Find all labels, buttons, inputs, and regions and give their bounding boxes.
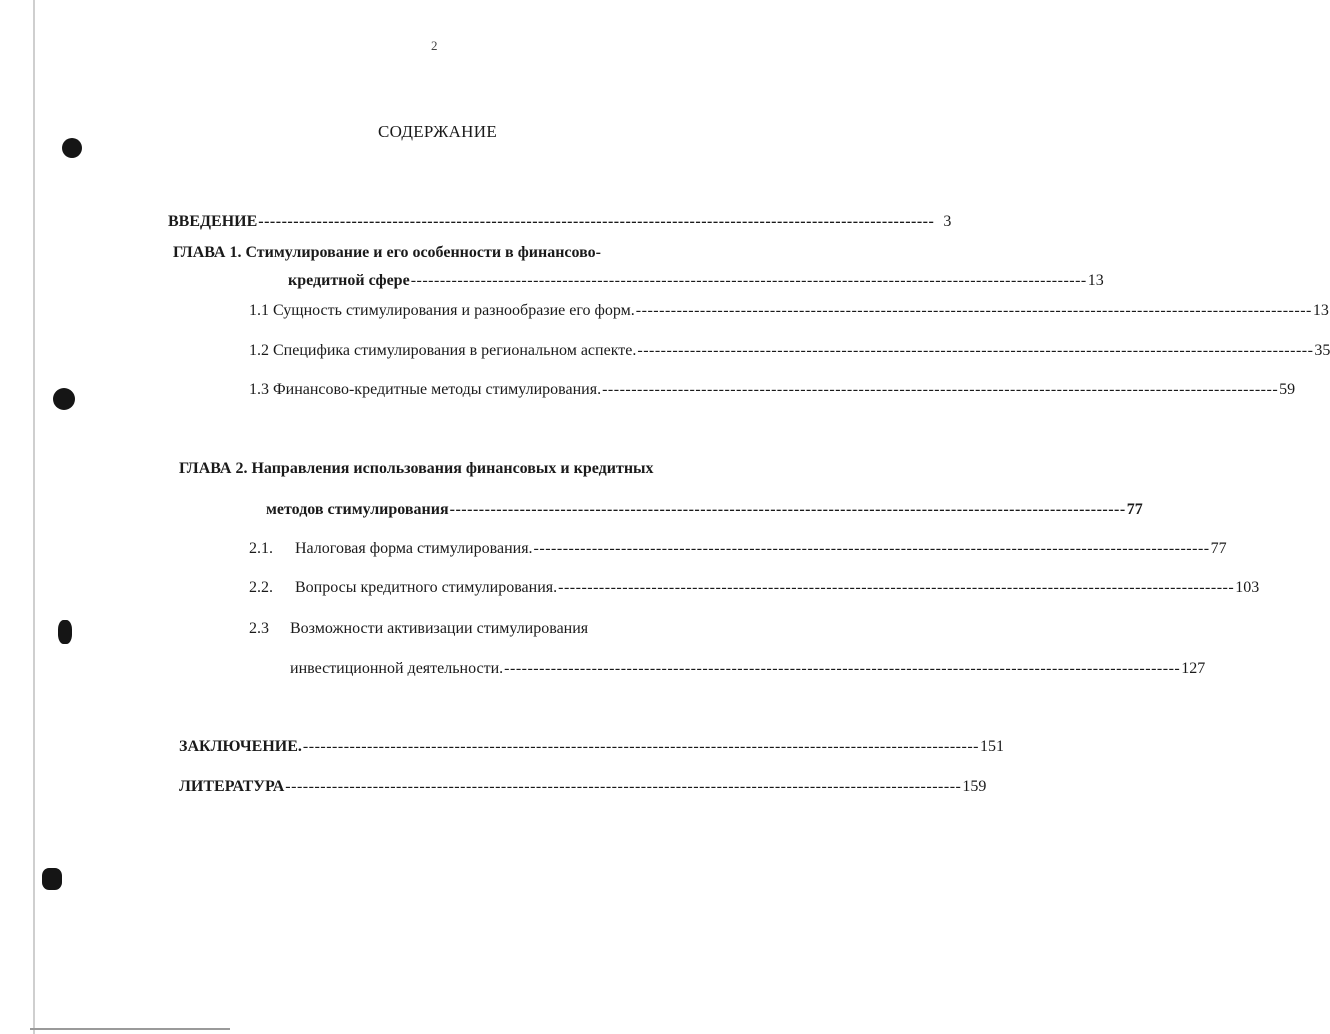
toc-entry-label: 1.3 Финансово-кредитные методы стимулирования. xyxy=(249,381,602,398)
toc-dot-leader: -------------------------------------------------------------------------------------------------------------------- xyxy=(602,381,1279,398)
toc-entry-section-1-1[interactable] xyxy=(249,302,1329,320)
toc-section-2-3-title[interactable]: Возможности активизации стимулирования xyxy=(290,620,589,637)
toc-entry-label: методов стимулирования xyxy=(266,501,449,518)
toc-entry-literature[interactable] xyxy=(179,778,987,796)
toc-entry-page: 103 xyxy=(1235,579,1260,596)
page-title: СОДЕРЖАНИЕ xyxy=(377,122,498,141)
toc-entry-label: 1.1 Сущность стимулирования и разнообразие его форм. xyxy=(249,302,635,319)
scan-bottom-line xyxy=(30,1028,230,1030)
toc-entry-section-1-3[interactable] xyxy=(249,381,1296,399)
toc-dot-leader: -------------------------------------------------------------------------------------------------------------------- xyxy=(533,540,1210,557)
toc-section-2-3-number: 2.3 xyxy=(249,620,269,637)
toc-dot-leader: -------------------------------------------------------------------------------------------------------------------- xyxy=(410,272,1087,289)
toc-dot-leader: -------------------------------------------------------------------------------------------------------------------- xyxy=(635,302,1312,319)
toc-entry-page: 35 xyxy=(1314,342,1330,359)
toc-section-number: 2.2. xyxy=(249,579,273,596)
toc-entry-section-2-3[interactable] xyxy=(290,660,1206,678)
toc-dot-leader: -------------------------------------------------------------------------------------------------------------------- xyxy=(302,738,979,755)
page-number: 2 xyxy=(431,38,438,53)
toc-dot-leader: -------------------------------------------------------------------------------------------------------------------- xyxy=(285,778,962,795)
punch-hole-mark xyxy=(42,868,62,890)
toc-entry-page: 77 xyxy=(1126,501,1143,518)
toc-entry-page: 13 xyxy=(1087,272,1104,289)
toc-entry-chapter-1[interactable] xyxy=(288,272,1104,290)
toc-entry-label: ЛИТЕРАТУРА xyxy=(179,778,285,795)
toc-entry-page: 3 xyxy=(943,213,952,230)
toc-entry-label: кредитной сфере xyxy=(288,272,410,289)
toc-dot-leader: -------------------------------------------------------------------------------------------------------------------- xyxy=(258,213,935,230)
toc-entry-section-2-1[interactable] xyxy=(249,540,1227,558)
toc-entry-label: ЗАКЛЮЧЕНИЕ. xyxy=(179,738,302,755)
toc-entry-label: Налоговая форма стимулирования. xyxy=(295,540,533,557)
toc-entry-page: 127 xyxy=(1181,660,1206,677)
toc-entry-page: 13 xyxy=(1312,302,1329,319)
toc-entry-page: 59 xyxy=(1279,381,1296,398)
punch-hole-mark xyxy=(53,388,75,410)
toc-chapter-1-title[interactable]: ГЛАВА 1. Стимулирование и его особенности в финансово- xyxy=(173,244,601,261)
toc-entry-label: Вопросы кредитного стимулирования. xyxy=(295,579,558,596)
toc-entry-section-2-2[interactable] xyxy=(249,579,1260,597)
toc-section-number: 2.1. xyxy=(249,540,273,557)
toc-entry-page: 151 xyxy=(979,738,1004,755)
toc-entry-page: 159 xyxy=(962,778,987,795)
toc-dot-leader: -------------------------------------------------------------------------------------------------------------------- xyxy=(449,501,1126,518)
toc-entry-section-1-2[interactable] xyxy=(249,342,1330,360)
toc-chapter-2-title[interactable]: ГЛАВА 2. Направления использования финансовых и кредитных xyxy=(179,460,654,477)
toc-dot-leader: -------------------------------------------------------------------------------------------------------------------- xyxy=(558,579,1235,596)
scan-edge-line xyxy=(33,0,35,1034)
toc-dot-leader: -------------------------------------------------------------------------------------------------------------------- xyxy=(504,660,1181,677)
toc-entry-page: 77 xyxy=(1210,540,1227,557)
toc-entry-conclusion[interactable] xyxy=(179,738,1004,756)
toc-entry-label: инвестиционной деятельности. xyxy=(290,660,504,677)
toc-entry-chapter-2[interactable] xyxy=(266,501,1143,519)
toc-dot-leader: -------------------------------------------------------------------------------------------------------------------- xyxy=(637,342,1314,359)
toc-entry-label: ВВЕДЕНИЕ xyxy=(168,213,258,230)
toc-entry-label: 1.2 Специфика стимулирования в региональном аспекте. xyxy=(249,342,637,359)
toc-entry-intro[interactable] xyxy=(168,213,952,231)
punch-hole-mark xyxy=(58,620,72,644)
